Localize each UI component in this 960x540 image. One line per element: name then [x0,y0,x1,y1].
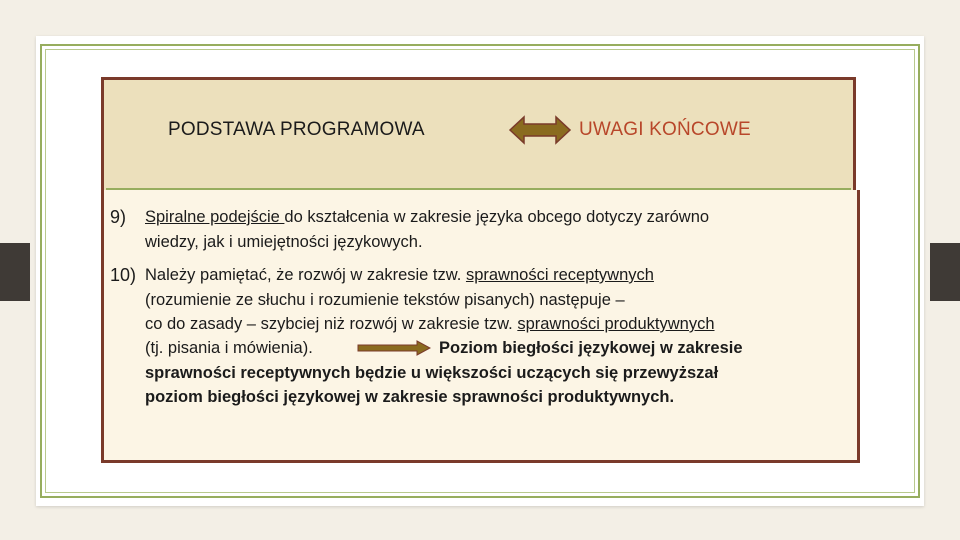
item-10-line-5: sprawności receptywnych będzie u większości uczących się przewyższał [145,364,719,382]
item-9-underlined-phrase: Spiralne podejście [145,208,285,226]
left-side-tab [0,243,30,301]
item-10-productive-skills: sprawności produktywnych [517,315,715,333]
item-10-line-2: (rozumienie ze słuchu i rozumienie tekstów pisanych) następuje – [145,291,625,309]
header-left-label: PODSTAWA PROGRAMOWA [168,119,425,140]
item-number-9: 9) [110,207,127,227]
item-9-line-1 [145,208,709,227]
double-arrow-icon [508,115,572,145]
item-number-10: 10) [110,265,137,285]
item-10-receptive-skills: sprawności receptywnych [465,266,654,284]
item-10-line-3-plain: co do zasady – szybciej niż rozwój w zakresie tzw. [145,315,518,333]
item-10-line-1-plain: Należy pamiętać, że rozwój w zakresie tzw. [145,266,466,284]
item-10-line-6: poziom biegłości językowej w zakresie sprawności produktywnych. [145,388,675,406]
item-10-line-4-bold: Poziom biegłości językowej w zakresie [439,339,743,357]
header-box [101,77,856,203]
header-right-label: UWAGI KOŃCOWE [579,119,751,140]
item-10-line-3 [145,315,715,334]
item-10-line-1 [145,266,654,285]
item-10-line-4-plain: (tj. pisania i mówienia). [145,339,313,357]
right-arrow-icon [357,340,431,356]
right-side-tab [930,243,960,301]
item-9-line-2: wiedzy, jak i umiejętności językowych. [145,233,423,251]
item-9-line-1-rest: do kształcenia w zakresie języka obcego dotyczy zarówno [284,208,710,226]
